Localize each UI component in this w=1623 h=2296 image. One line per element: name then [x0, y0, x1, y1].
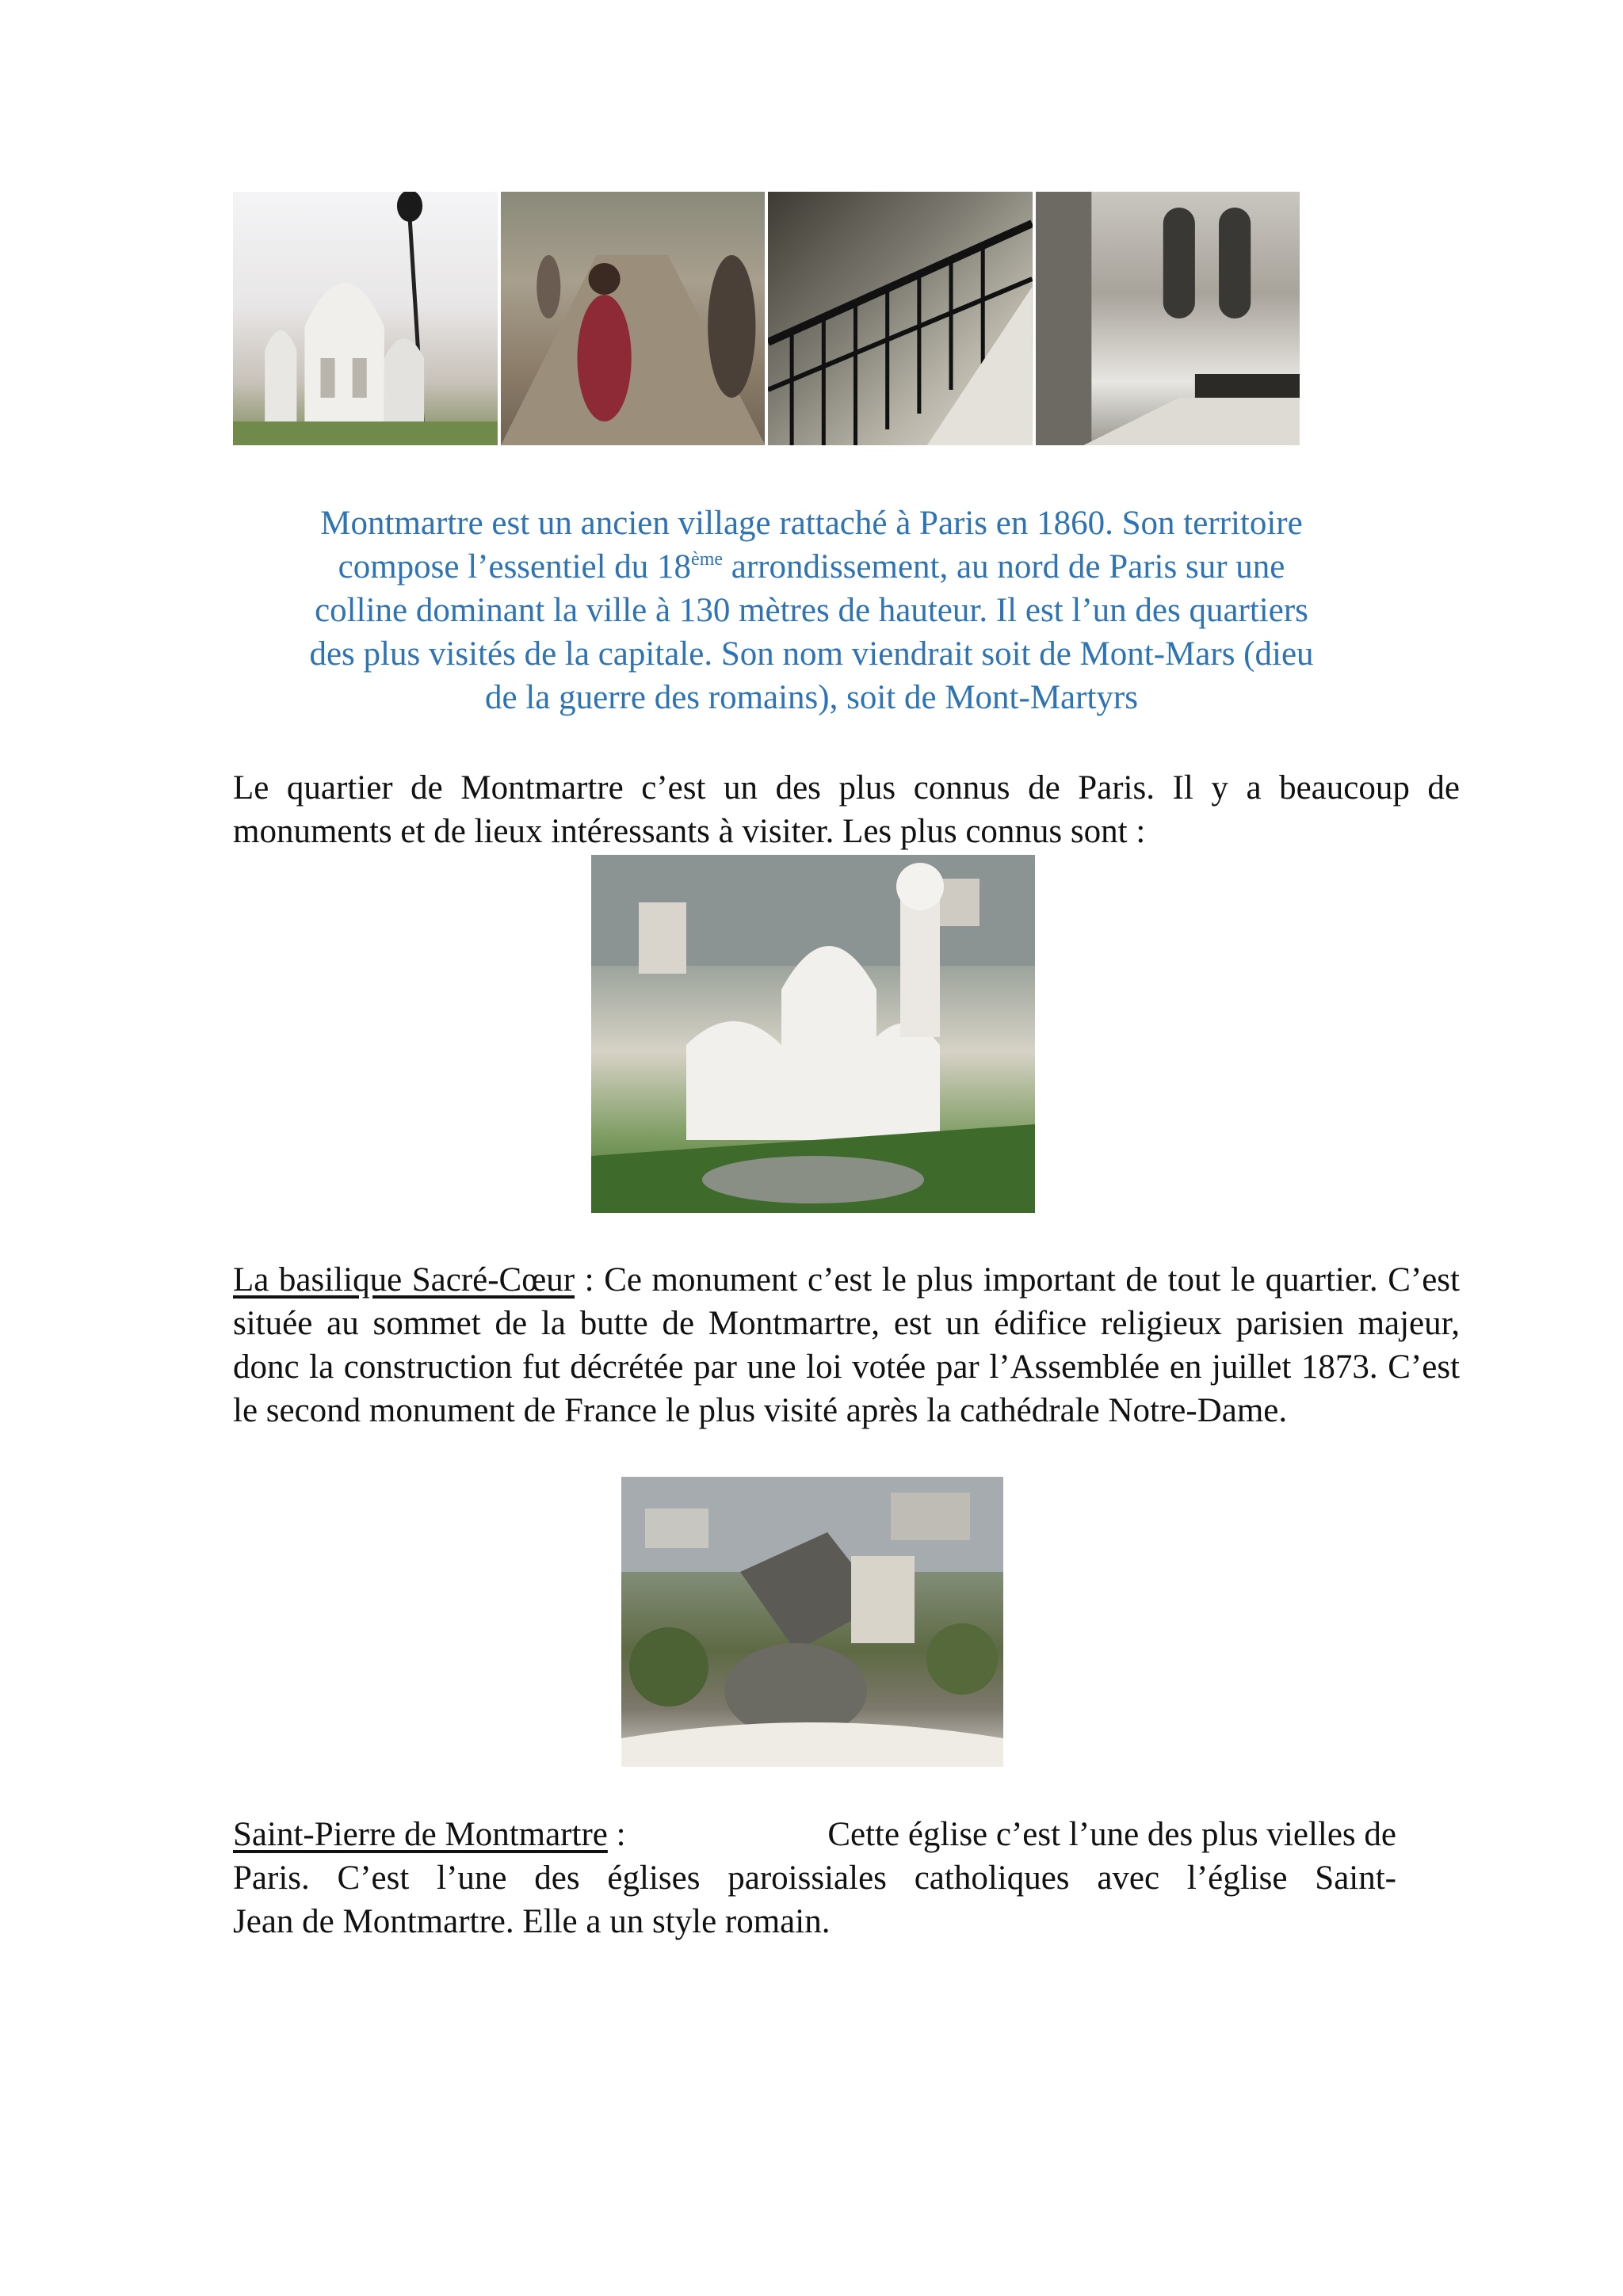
sacre-coeur-title: La basilique Sacré-Cœur	[233, 1261, 575, 1299]
saint-pierre-line-2: Paris. C’est l’une des églises paroissiales catholiques avec l’église Saint-	[233, 1859, 1396, 1897]
quartier-paragraph: Le quartier de Montmartre c’est un des plus connus de Paris. Il y a beaucoup de monuments et de lieux intéressants à visiter. Les plus connus sont :	[233, 769, 1460, 850]
sacre-coeur-dome-photo	[233, 192, 498, 445]
intro-paragraph	[233, 502, 1390, 719]
header-photo-strip	[233, 192, 1300, 445]
saint-pierre-title: Saint-Pierre de Montmartre	[233, 1816, 608, 1853]
church-facade-photo	[1036, 192, 1300, 445]
sacre-coeur-paragraph	[233, 1258, 1460, 1432]
intro-line-2-start: compose l’essentiel du 18	[338, 548, 692, 585]
intro-line-5: de la guerre des romains), soit de Mont-Martyrs	[485, 679, 1138, 716]
sacre-coeur-aerial-photo	[591, 855, 1035, 1213]
saint-pierre-separator: :	[607, 1816, 626, 1853]
montmartre-street-photo	[501, 192, 766, 445]
sacre-coeur-text: Ce monument c’est le plus important de tout le quartier. C’est située au sommet de la butte de Montmartre, est un édifice religieux parisien majeur, donc la construction fut décrétée par une loi votée par l’Assemblée en juillet 1873. C’est le second monument de France le plus visité après la cathédrale Notre-Dame.	[233, 1261, 1460, 1429]
intro-superscript: ème	[691, 549, 724, 570]
intro-line-4: des plus visités de la capitale. Son nom viendrait soit de Mont-Mars (dieu	[309, 635, 1314, 673]
saint-pierre-line-1-text: Cette église c’est l’une des plus vielles de	[827, 1816, 1396, 1853]
saint-pierre-aerial-photo	[621, 1477, 1003, 1767]
saint-pierre-paragraph	[233, 1813, 1460, 1943]
montmartre-railing-photo	[768, 192, 1033, 445]
sacre-coeur-separator: :	[575, 1261, 605, 1299]
intro-line-3: colline dominant la ville à 130 mètres de hauteur. Il est l’un des quartiers	[315, 592, 1308, 629]
saint-pierre-line-1	[233, 1813, 1396, 1856]
intro-line-2-end: arrondissement, au nord de Paris sur une	[723, 548, 1285, 585]
saint-pierre-title-wrap	[233, 1813, 626, 1856]
intro-line-1: Montmartre est un ancien village rattaché à Paris en 1860. Son territoire	[320, 505, 1303, 542]
intro-line-2	[233, 545, 1390, 589]
saint-pierre-line-3: Jean de Montmartre. Elle a un style romain.	[233, 1903, 831, 1940]
